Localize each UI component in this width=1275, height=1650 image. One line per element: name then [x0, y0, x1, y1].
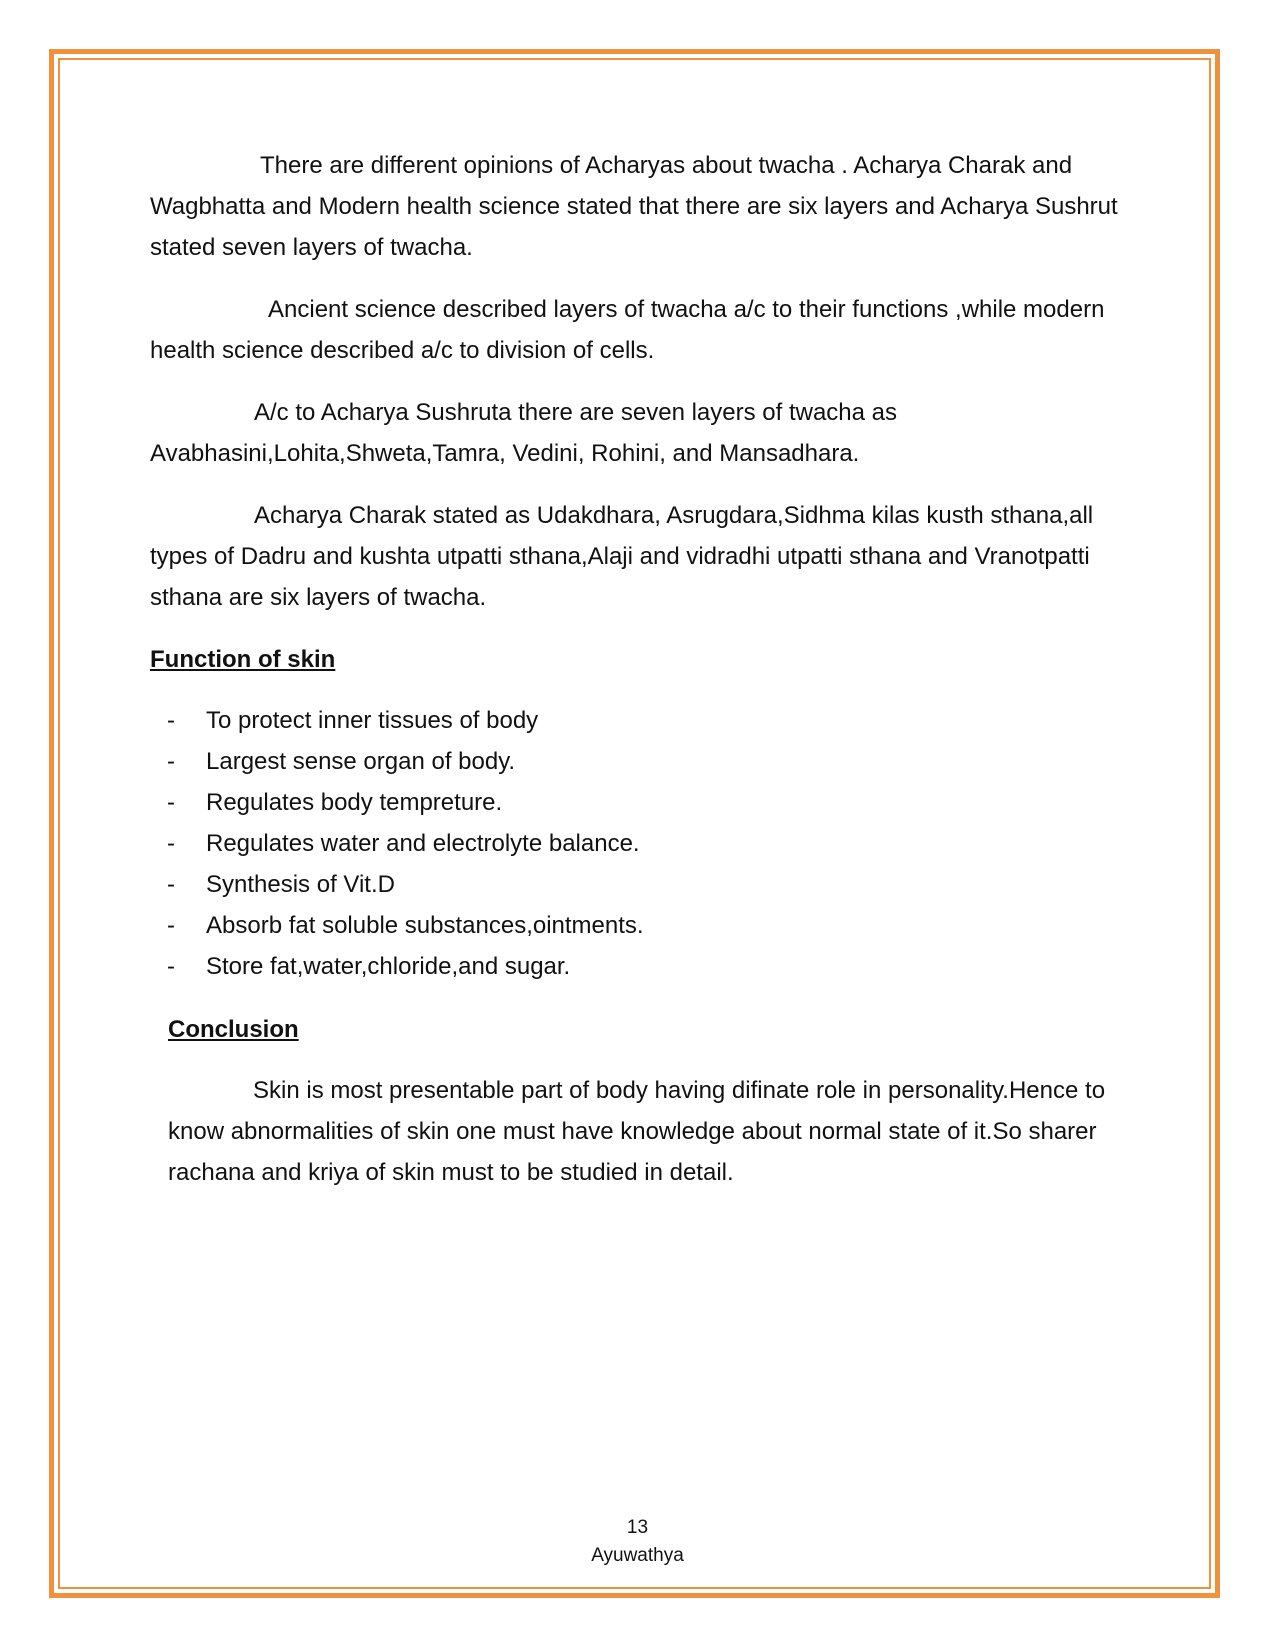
- paragraph-opinions: There are different opinions of Acharyas about twacha . Acharya Charak and Wagbhatta and Modern health science stated that there are six layers and Acharya Sushrut stated seven layers of twacha.: [150, 152, 1118, 261]
- paragraph-conclusion: Skin is most presentable part of body having difinate role in personality.Hence to know abnormalities of skin one must have knowledge about normal state of it.So sharer rachana and kriya of skin must to be studied in detail.: [168, 1077, 1106, 1186]
- list-item-text: Store fat,water,chloride,and sugar.: [206, 953, 571, 980]
- conclusion-section: [168, 1009, 1130, 1193]
- list-item: [150, 905, 1130, 946]
- bullet-dash: -: [167, 707, 175, 734]
- list-item: [150, 782, 1130, 823]
- bullet-dash: -: [167, 953, 175, 980]
- list-item: [150, 823, 1130, 864]
- function-of-skin-heading: Function of skin: [150, 646, 336, 673]
- journal-name: Ayuwathya: [591, 1545, 684, 1566]
- list-item: [150, 700, 1130, 741]
- function-list: [150, 700, 1130, 987]
- list-item-text: Regulates body tempreture.: [206, 789, 503, 816]
- paragraph-sushruta-layers: A/c to Acharya Sushruta there are seven layers of twacha as Avabhasini,Lohita,Shweta,Tamra, Vedini, Rohini, and Mansadhara.: [150, 399, 898, 467]
- list-item-text: Synthesis of Vit.D: [206, 871, 395, 898]
- list-item-text: Absorb fat soluble substances,ointments.: [206, 912, 644, 939]
- bullet-dash: -: [167, 871, 175, 898]
- list-item: [150, 946, 1130, 987]
- bullet-dash: -: [167, 748, 175, 775]
- list-item-text: To protect inner tissues of body: [206, 707, 539, 734]
- bullet-dash: -: [167, 789, 175, 816]
- bullet-dash: -: [167, 912, 175, 939]
- page-content: [150, 145, 1130, 1214]
- list-item-text: Largest sense organ of body.: [206, 748, 516, 775]
- paragraph-charak-layers: Acharya Charak stated as Udakdhara, Asrugdara,Sidhma kilas kusth sthana,all types of Dadru and kushta utpatti sthana,Alaji and vidradhi utpatti sthana and Vranotpatti sthana are six layers of twacha.: [150, 502, 1094, 611]
- bullet-dash: -: [167, 830, 175, 857]
- list-item-text: Regulates water and electrolyte balance.: [206, 830, 640, 857]
- paragraph-ancient-vs-modern: Ancient science described layers of twacha a/c to their functions ,while modern health science described a/c to division of cells.: [150, 296, 1105, 364]
- conclusion-heading: Conclusion: [168, 1016, 299, 1043]
- list-item: [150, 864, 1130, 905]
- page-number: 13: [626, 1517, 649, 1538]
- list-item: [150, 741, 1130, 782]
